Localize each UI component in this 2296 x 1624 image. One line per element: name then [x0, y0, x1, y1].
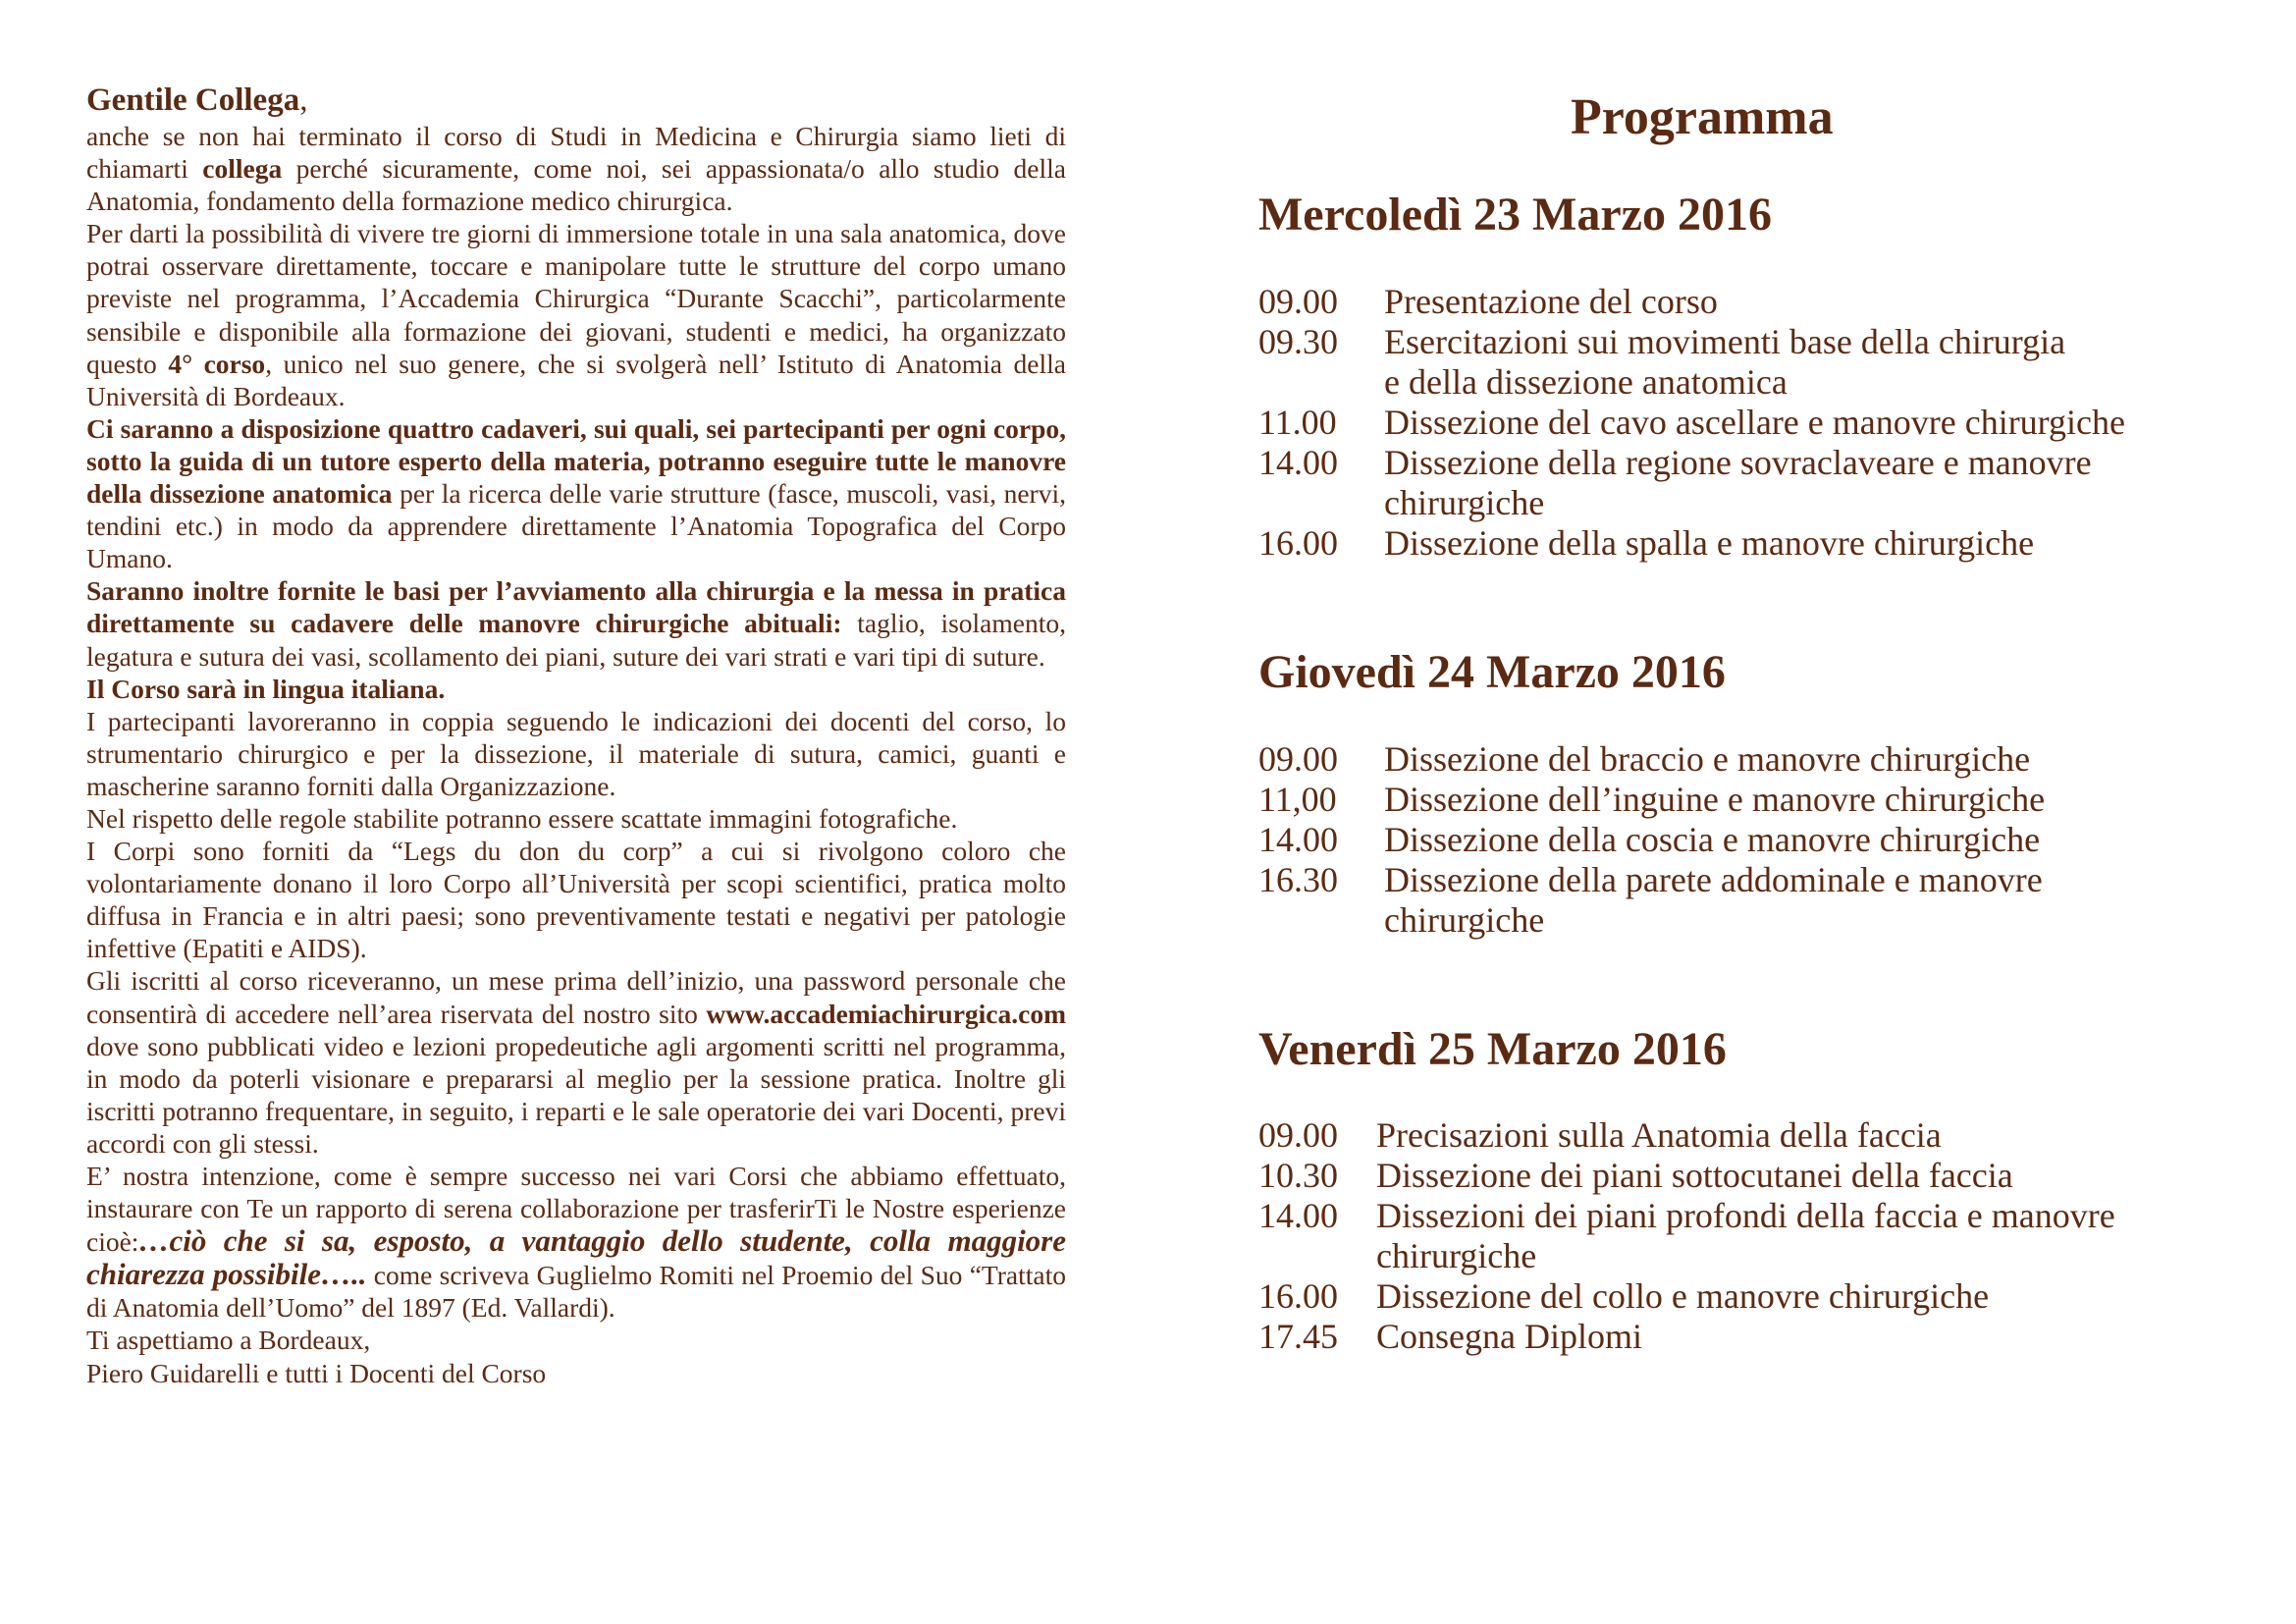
p5-bold: Il Corso sarà in lingua italiana.	[86, 673, 446, 704]
letter-paragraph-10	[86, 1160, 1066, 1324]
p1-text-a: anche se non hai terminato il corso di Studi in Medicina e Chirurgia siamo lieti di chiamarti	[86, 121, 1066, 185]
slot-desc: Dissezione della coscia e manovre chirurgiche	[1384, 820, 2041, 859]
slot-time: 09.00	[1258, 282, 1338, 321]
slot-desc: Consegna Diplomi	[1376, 1317, 1642, 1356]
slot-desc-cont: chirurgiche	[1384, 483, 1545, 522]
p3-bold: Ci saranno a disposizione quattro cadaveri, sui quali, sei partecipanti per ogni corpo, sotto la guida di un tutore esperto della materia, potranno eseguire tutte le manovre della dissezione anatomica	[86, 412, 1066, 510]
slot-desc: Esercitazioni sui movimenti base della chirurgia	[1384, 322, 2066, 361]
slot-time: 09.30	[1258, 322, 1338, 361]
slot-desc: Dissezioni dei piani profondi della faccia e manovre	[1376, 1196, 2115, 1235]
slot-desc-cont: chirurgiche	[1384, 900, 1545, 940]
schedule-item-cont	[1258, 362, 1788, 403]
schedule-item	[1258, 443, 2092, 483]
letter-paragraph-7: Nel rispetto delle regole stabilite potranno essere scattate immagini fotografiche.	[86, 802, 958, 834]
slot-desc: Precisazioni sulla Anatomia della faccia	[1376, 1115, 1942, 1155]
romiti-quote: …ciò che si sa, esposto, a vantaggio dello studente, colla maggiore chiarezza possibile…..	[86, 1223, 1066, 1292]
day-heading-mercoledi: Mercoledì 23 Marzo 2016	[1258, 189, 1772, 241]
slot-time: 17.45	[1258, 1317, 1338, 1356]
slot-desc: Dissezione del cavo ascellare e manovre chirurgiche	[1384, 403, 2125, 442]
schedule-item	[1258, 282, 1718, 322]
slot-time: 11.00	[1258, 403, 1337, 442]
greeting-bold: Gentile Collega	[86, 82, 300, 118]
slot-time: 16.30	[1258, 860, 1338, 899]
schedule-item	[1258, 860, 2043, 900]
slot-desc-cont: chirurgiche	[1376, 1236, 1537, 1275]
schedule-item	[1258, 820, 2040, 860]
letter-paragraph-9	[86, 964, 1066, 1160]
letter-paragraph-4	[86, 574, 1066, 672]
p9-text-c: dove sono pubblicati video e lezioni propedeutiche agli argomenti scritti nel programma, in modo da poterli visionare e prepararsi al meglio per la sessione pratica. Inoltre gli iscritti potranno frequentare, in seguito, i reparti e le sale operatorie dei vari Docenti, previ accordi con gli stessi.	[86, 1030, 1066, 1159]
slot-time: 09.00	[1258, 739, 1338, 779]
schedule-item	[1258, 1317, 1642, 1357]
slot-time: 09.00	[1258, 1115, 1338, 1155]
letter-paragraph-8: I Corpi sono forniti da “Legs du don du corp” a cui si rivolgono coloro che volontariamente donano il loro Corpo all’Università per scopi scientifici, pratica molto diffusa in Francia e in altri paesi; sono preventivamente testati e negativi per patologie infettive (Epatiti e AIDS).	[86, 836, 1066, 964]
slot-time: 10.30	[1258, 1156, 1338, 1195]
schedule-item-cont	[1258, 483, 1544, 523]
p1-bold: collega	[202, 153, 283, 185]
schedule-item	[1258, 1115, 1942, 1156]
website-text: www.accademiachirurgica.com	[706, 998, 1066, 1029]
p2-bold: 4° corso	[168, 348, 266, 379]
letter-closing: Ti aspettiamo a Bordeaux,	[86, 1325, 371, 1356]
letter-paragraph-3	[86, 412, 1066, 574]
slot-desc-cont: e della dissezione anatomica	[1384, 362, 1788, 402]
schedule-item	[1258, 1156, 2013, 1196]
slot-desc: Dissezione della parete addominale e manovre	[1384, 860, 2043, 899]
p2-text-a: Per darti la possibilità di vivere tre giorni di immersione totale in una sala anatomica, dove potrai osservare direttamente, toccare e manipolare tutte le strutture del corpo umano previste nel programma, l’Accademia Chirurgica “Durante Scacchi”, particolarmente sensibile e disponibile alla formazione dei giovani, studenti e medici, ha organizzato questo	[86, 218, 1066, 379]
schedule-item	[1258, 1276, 1989, 1317]
slot-time: 16.00	[1258, 1276, 1338, 1316]
letter-column	[86, 81, 1066, 1389]
slot-desc: Dissezione dei piani sottocutanei della faccia	[1376, 1156, 2013, 1195]
p10-text-a: E’ nostra intenzione, come è sempre successo nei vari Corsi che abbiamo effettuato, instaurare con Te un rapporto di serena collaborazione per trasferirTi le Nostre esperienze cioè:	[86, 1161, 1066, 1258]
schedule-item	[1258, 322, 2065, 362]
schedule-item	[1258, 739, 2030, 780]
slot-desc: Dissezione del collo e manovre chirurgiche	[1376, 1276, 1990, 1316]
letter-greeting	[86, 81, 1066, 120]
slot-time: 16.00	[1258, 523, 1338, 563]
p10-text-c: come scriveva Guglielmo Romiti nel Proemio del Suo “Trattato di Anatomia dell’Uomo” del 1897 (Ed. Vallardi).	[86, 1260, 1066, 1324]
slot-desc: Dissezione del braccio e manovre chirurgiche	[1384, 739, 2031, 779]
p1-text-c: perché sicuramente, come noi, sei appassionata/o allo studio della Anatomia, fondamento della formazione medico chirurgica.	[86, 153, 1066, 217]
letter-paragraph-2	[86, 217, 1066, 412]
letter-signature: Piero Guidarelli e tutti i Docenti del Corso	[86, 1357, 547, 1388]
p4-bold: Saranno inoltre fornite le basi per l’avviamento alla chirurgia e la messa in pratica direttamente su cadavere delle manovre chirurgiche abituali:	[86, 575, 1066, 639]
slot-time: 14.00	[1258, 443, 1338, 482]
letter-paragraph-5	[86, 673, 1066, 705]
programma-title: Programma	[1571, 89, 1834, 145]
letter-paragraph-1	[86, 120, 1066, 217]
p9-text-a: Gli iscritti al corso riceveranno, un mese prima dell’inizio, una password personale che consentirà di accedere nell’area riservata del nostro sito	[86, 965, 1066, 1029]
schedule-item-cont	[1258, 1236, 1536, 1276]
p2-text-c: , unico nel suo genere, che si svolgerà nell’ Istituto di Anatomia della Università di Bordeaux.	[86, 348, 1066, 411]
slot-time: 11,00	[1258, 780, 1337, 819]
p4-text-b: taglio, isolamento, legatura e sutura dei vasi, scollamento dei piani, suture dei vari strati e vari tipi di suture.	[86, 608, 1066, 672]
letter-paragraph-6: I partecipanti lavoreranno in coppia seguendo le indicazioni dei docenti del corso, lo strumentario chirurgico e per la dissezione, il materiale di sutura, camici, guanti e mascherine saranno forniti dalla Organizzazione.	[86, 705, 1066, 801]
schedule-item	[1258, 780, 2045, 820]
schedule-item	[1258, 523, 2034, 564]
schedule-item	[1258, 1196, 2115, 1236]
slot-desc: Dissezione della spalla e manovre chirurgiche	[1384, 523, 2035, 563]
greeting-comma: ,	[299, 82, 308, 118]
slot-desc: Presentazione del corso	[1384, 282, 1718, 321]
slot-time: 14.00	[1258, 820, 1338, 859]
schedule-item-cont	[1258, 900, 1544, 941]
p3-text-b: per la ricerca delle varie strutture (fasce, muscoli, vasi, nervi, tendini etc.) in modo da apprendere direttamente l’Anatomia Topografica del Corpo Umano.	[86, 478, 1066, 574]
day-heading-venerdi: Venerdì 25 Marzo 2016	[1258, 1023, 1727, 1075]
slot-time: 14.00	[1258, 1196, 1338, 1235]
day-heading-giovedi: Giovedì 24 Marzo 2016	[1258, 646, 1726, 698]
slot-desc: Dissezione della regione sovraclaveare e manovre	[1384, 443, 2092, 482]
slot-desc: Dissezione dell’inguine e manovre chirurgiche	[1384, 780, 2046, 819]
schedule-item	[1258, 403, 2125, 443]
